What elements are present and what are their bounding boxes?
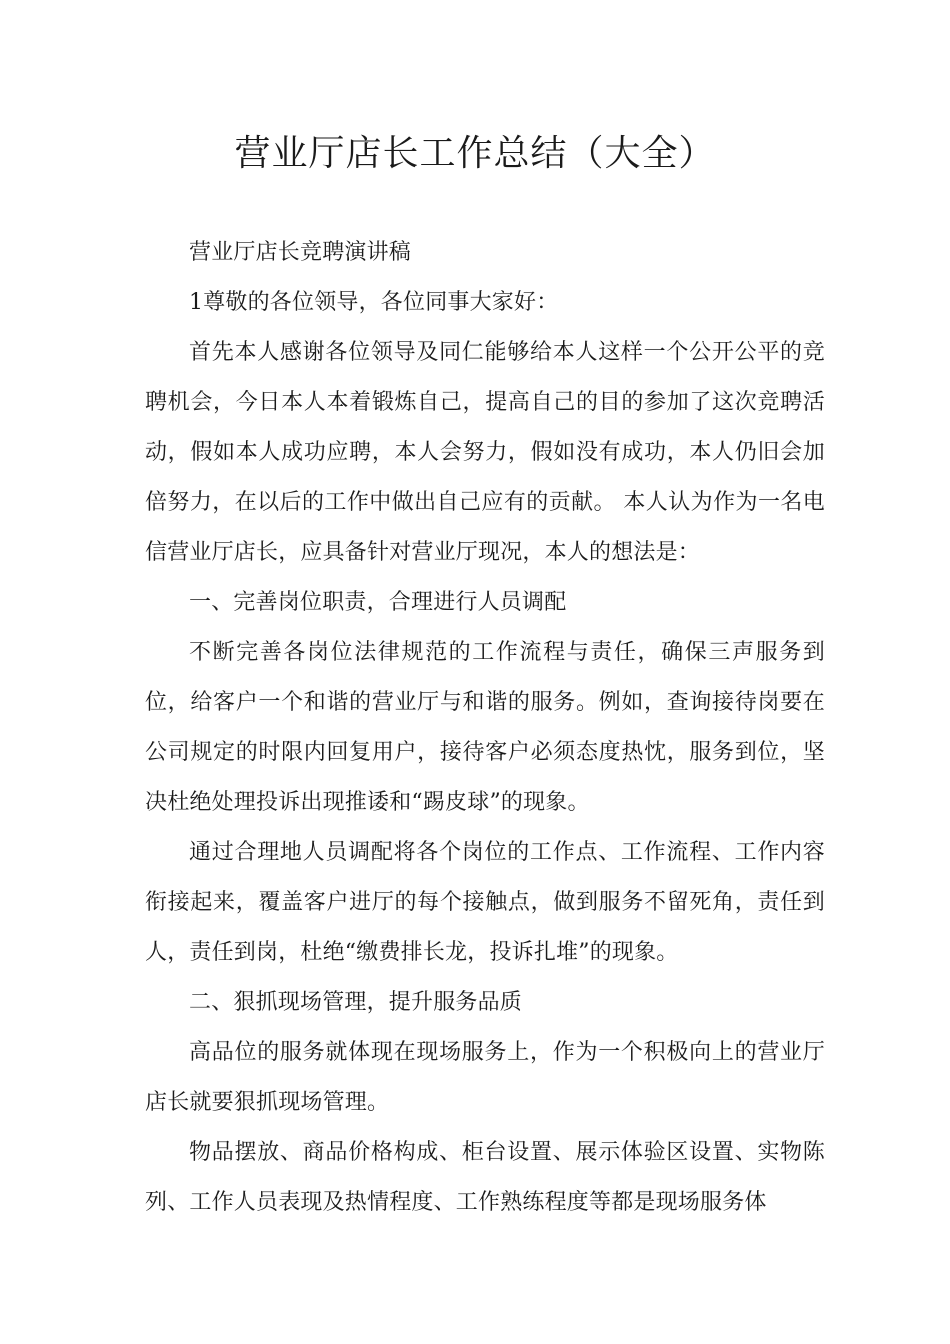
paragraph-section-2a: 高品位的服务就体现在现场服务上，作为一个积极向上的营业厅店长就要狠抓现场管理。 (145, 1040, 825, 1115)
paragraph-greeting: 1尊敬的各位领导，各位同事大家好： (189, 290, 559, 315)
section-heading-1: 一、完善岗位职责，合理进行人员调配 (189, 590, 567, 615)
document-body (145, 228, 825, 1228)
paragraph-section-2b: 物品摆放、商品价格构成、柜台设置、展示体验区设置、实物陈列、工作人员表现及热情程度、工作熟练程度等都是现场服务体 (145, 1140, 825, 1215)
paragraph-section-1b: 通过合理地人员调配将各个岗位的工作点、工作流程、工作内容衔接起来，覆盖客户进厅的每个接触点，做到服务不留死角，责任到人，责任到岗，杜绝“缴费排长龙，投诉扎堆”的现象。 (145, 840, 825, 965)
document-title: 营业厅店长工作总结（大全） (234, 133, 716, 174)
section-heading-2: 二、狠抓现场管理，提升服务品质 (189, 990, 523, 1015)
paragraph-section-1a: 不断完善各岗位法律规范的工作流程与责任，确保三声服务到位，给客户一个和谐的营业厅与和谐的服务。例如，查询接待岗要在公司规定的时限内回复用户，接待客户必须态度热忱，服务到位，坚决杜绝处理投诉出现推诿和“踢皮球”的现象。 (145, 640, 825, 815)
paragraph-speech-heading: 营业厅店长竞聘演讲稿 (189, 240, 412, 265)
paragraph-intro: 首先本人感谢各位领导及同仁能够给本人这样一个公开公平的竞聘机会，今日本人本着锻炼自己，提高自己的目的参加了这次竞聘活动，假如本人成功应聘，本人会努力，假如没有成功，本人仍旧会加倍努力，在以后的工作中做出自己应有的贡献。 本人认为作为一名电信营业厅店长，应具备针对营业厅现况，本人的想法是： (145, 340, 825, 565)
